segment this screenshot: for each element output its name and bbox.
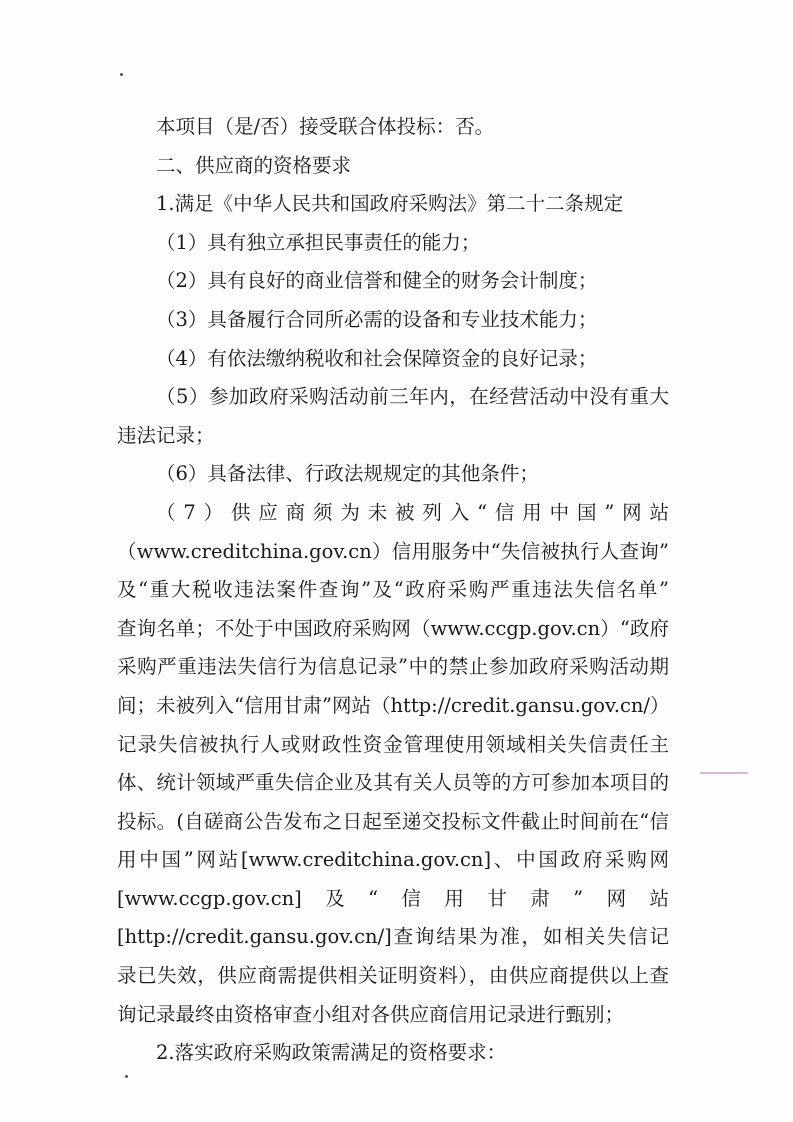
- scan-mark: [700, 772, 748, 774]
- item-5-line-1: （5）参加政府采购活动前三年内，在经营活动中没有重大: [156, 385, 669, 409]
- item-1: （1）具有独立承担民事责任的能力；: [156, 230, 481, 254]
- requirement-1: 1.满足《中华人民共和国政府采购法》第二十二条规定: [156, 192, 624, 216]
- item-2: （2）具有良好的商业信誉和健全的财务会计制度；: [156, 269, 598, 293]
- scan-speck: [125, 1075, 128, 1078]
- item-7-line-2: （www.creditchina.gov.cn）信用服务中“失信被执行人查询”: [117, 539, 669, 563]
- item-7-line-8: 体、统计领域严重失信企业及其有关人员等的方可参加本项目的: [117, 771, 669, 795]
- document-body: [117, 108, 669, 1073]
- item-7-line-7: 记录失信被执行人或财政性资金管理使用领域相关失信责任主: [117, 732, 669, 756]
- item-7-line-13: 录已失效，供应商需提供相关证明资料），由供应商提供以上查: [117, 964, 669, 988]
- item-6: （6）具备法律、行政法规规定的其他条件；: [156, 462, 539, 486]
- item-7-line-9: 投标。(自磋商公告发布之日起至递交投标文件截止时间前在“信: [117, 809, 669, 833]
- item-4: （4）有依法缴纳税收和社会保障资金的良好记录；: [156, 346, 598, 370]
- item-7-line-10: 用中国”网站[www.creditchina.gov.cn]、中国政府采购网: [117, 848, 669, 872]
- item-7-line-14: 询记录最终由资格审查小组对各供应商信用记录进行甄别；: [117, 1002, 625, 1026]
- scan-speck: [120, 73, 123, 76]
- item-3: （3）具备履行合同所必需的设备和专业技术能力；: [156, 307, 598, 331]
- requirement-2: 2.落实政府采购政策需满足的资格要求：: [156, 1041, 507, 1065]
- item-5-line-2: 违法记录；: [117, 423, 215, 447]
- item-7-line-6: 间；未被列入“信用甘肃”网站（http://credit.gansu.gov.cn/）: [117, 693, 670, 717]
- section-heading: 二、供应商的资格要求: [156, 153, 352, 177]
- item-7-line-1: （7）供应商须为未被列入“信用中国”网站: [156, 500, 669, 524]
- item-7-line-11: [www.ccgp.gov.cn]及“信用甘肃”网站: [117, 886, 669, 910]
- item-7-line-4: 查询名单；不处于中国政府采购网（www.ccgp.gov.cn）“政府: [117, 616, 669, 640]
- item-7-line-5: 采购严重违法失信行为信息记录”中的禁止参加政府采购活动期: [117, 655, 669, 679]
- joint-bid-line: 本项目（是/否）接受联合体投标：否。: [156, 115, 495, 138]
- item-7-line-3: 及“重大税收违法案件查询”及“政府采购严重违法失信名单”: [117, 578, 669, 602]
- item-7-line-12: [http://credit.gansu.gov.cn/]查询结果为准，如相关失信记: [117, 925, 669, 949]
